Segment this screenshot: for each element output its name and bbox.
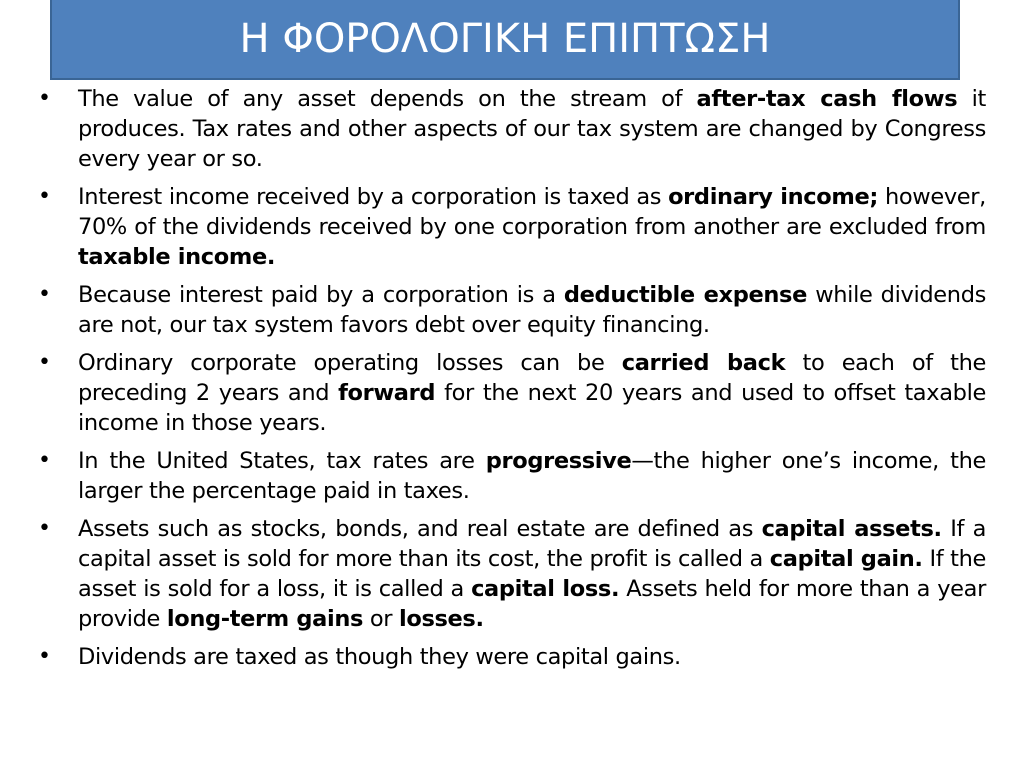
bold-term: deductible expense [563, 282, 808, 308]
bold-term: losses. [398, 606, 484, 632]
bullet-text: it produces. Tax rates and other aspects of our tax system are changed by Congress every year or so. [78, 86, 986, 172]
bullet-text: however, 70% of the dividends received by one corporation from another are excluded from [78, 184, 986, 240]
bullet-text: In the United States, tax rates are [78, 448, 486, 474]
bullet-text: The value of any asset depends on the stream of [78, 86, 697, 112]
bullet-text: for the next 20 years and used to offset taxable income in those years. [78, 380, 986, 436]
bullet-text: to each of the preceding 2 years and [78, 350, 986, 406]
bullet-list [34, 84, 986, 680]
bold-term: capital gain. [769, 546, 923, 572]
bullet-text: If a capital asset is sold for more than its cost, the profit is called a [78, 516, 987, 572]
bullet-item-after-tax-cash-flows [34, 84, 986, 174]
bullet-item-operating-losses [34, 348, 986, 438]
bullet-text: Dividends are taxed as though they were capital gains. [78, 644, 681, 670]
bold-term: long-term gains [166, 606, 364, 632]
bullet-text: —the higher one’s income, the larger the percentage paid in taxes. [78, 448, 986, 504]
slide-title: Η ΦΟΡΟΛΟΓΙΚΗ ΕΠΙΠΤΩΣΗ [239, 16, 771, 62]
bullet-text: If the asset is sold for a loss, it is called a [78, 546, 986, 602]
bold-term: taxable income. [78, 244, 276, 270]
bold-term: capital assets. [761, 516, 942, 542]
bullet-text: while dividends are not, our tax system favors debt over equity financing. [78, 282, 987, 338]
bold-term: forward [338, 380, 436, 406]
bullet-text: Interest income received by a corporation is taxed as [78, 184, 669, 210]
bullet-item-capital-assets [34, 514, 986, 634]
bullet-text: Assets such as stocks, bonds, and real estate are defined as [78, 516, 762, 542]
bold-term: capital loss. [471, 576, 620, 602]
bullet-item-dividends-taxed [34, 642, 986, 672]
bold-term: after-tax cash flows [696, 86, 958, 112]
bullet-text: or [363, 606, 399, 632]
bullet-text: Ordinary corporate operating losses can be [78, 350, 622, 376]
slide-title-banner [50, 0, 960, 80]
bullet-text: Because interest paid by a corporation is a [78, 282, 564, 308]
bold-term: progressive [485, 448, 632, 474]
bullet-text: Assets held for more than a year provide [78, 576, 986, 632]
bullet-item-progressive-rates [34, 446, 986, 506]
bold-term: carried back [621, 350, 786, 376]
bullet-item-deductible-expense [34, 280, 986, 340]
bullet-item-interest-income [34, 182, 986, 272]
bold-term: ordinary income; [668, 184, 879, 210]
